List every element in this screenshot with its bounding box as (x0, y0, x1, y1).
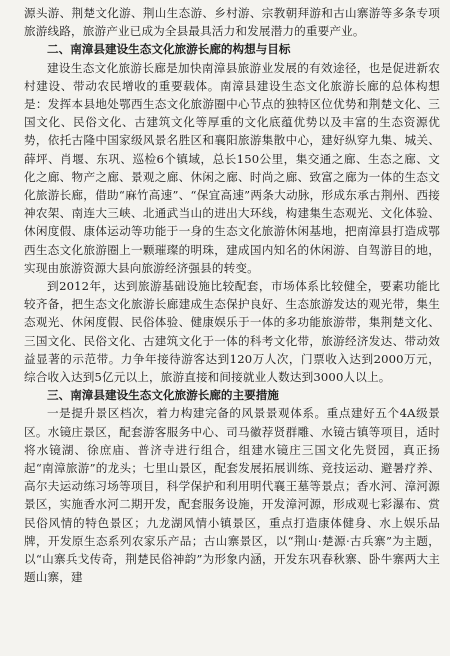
paragraph-2012-targets: 到2012年，达到旅游基础设施比较配套，市场体系比较健全，要素功能比较齐备，把生态文化旅游长廊建成生态保护良好、生态旅游发达的观光带，集生态观光、休闲度假、民俗体验、健康娱乐于一体的多功能旅游带，集荆楚文化、三国文化、民俗文化、古建筑文化于一体的科考文化带，旅游经济发达、带动效益显著的示范带。力争年接待游客达到120万人次，门票收入达到2000万元，综合收入达到5亿元以上，旅游直接和间接就业人数达到3000人以上。 (24, 279, 440, 385)
paragraph-intro-continuation: 源头游、荆楚文化游、荆山生态游、乡村游、宗教朝拜游和古山寨游等多条专项旅游线路，旅游产业已成为全县最具活力和发展潜力的重要产业。 (24, 6, 440, 39)
paragraph-measure-one: 一是提升景区档次，着力构建完备的风景景观体系。重点建好五个4A级景区。水镜庄景区，配套游客服务中心、司马徽荐贤群雕、水镜古镇等项目，适时将水镜湖、徐庶庙、普济寺进行组合，组建水镜庄三国文化先贤园，真正扬起“南漳旅游”的龙头；七里山景区，配套发展拓展训练、竞技运动、避暑疗养、高尔夫运动练习场等项目，科学保护和利用明代襄王墓等景点；香水河、漳河源景区，实施香水河二期开发，配套服务设施，开发漳河源，形成观七彩瀑布、赏民俗风情的特色景区；九龙湖风情小镇景区，重点打造康体健身、水上娱乐品牌，开发原生态系列农家乐产品；古山寨景区，以“荆山·楚源·古兵寨”为主题，以“山寨兵戈传奇，荆楚民俗神韵”为形象内涵，开发东巩春秋寨、卧牛寨两大主题山寨，建 (24, 406, 440, 585)
section-heading-two: 二、南漳县建设生态文化旅游长廊的构想与目标 (47, 42, 291, 57)
paragraph-overall-concept: 建设生态文化旅游长廊是加快南漳县旅游业发展的有效途径，也是促进新农村建设、带动农民增收的重要载体。南漳县建设生态文化旅游长廊的总体构想是：发挥本县地处鄂西生态文化旅游圈中心节点的独特区位优势和荆楚文化、三国文化、民俗文化、古建筑文化等厚重的文化底蕴优势以及丰富的生态资源优势，依托古隆中国家级风景名胜区和襄阳旅游集散中心，建好纵穿九集、城关、薛坪、肖堰、东巩、巡检6个镇域，总长150公里，集交通之廊、生态之廊、文化之廊、物产之廊、景观之廊、休闲之廊、时尚之廊、致富之廊为一体的生态文化旅游长廊，借助“麻竹高速”、“保宜高速”两条大动脉，形成东承古荆州、西接神农架、南连大三峡、北通武当山的进出大环线，构建集生态观光、文化体验、休闲度假、康体运动等功能于一身的生态文化旅游休闲基地，把南漳县打造成鄂西生态文化旅游圈上一颗璀璨的明珠，建成国内知名的休闲游、自驾游目的地，实现由旅游资源大县向旅游经济强县的转变。 (24, 60, 440, 275)
section-heading-three: 三、南漳县建设生态文化旅游长廊的主要措施 (47, 388, 279, 403)
